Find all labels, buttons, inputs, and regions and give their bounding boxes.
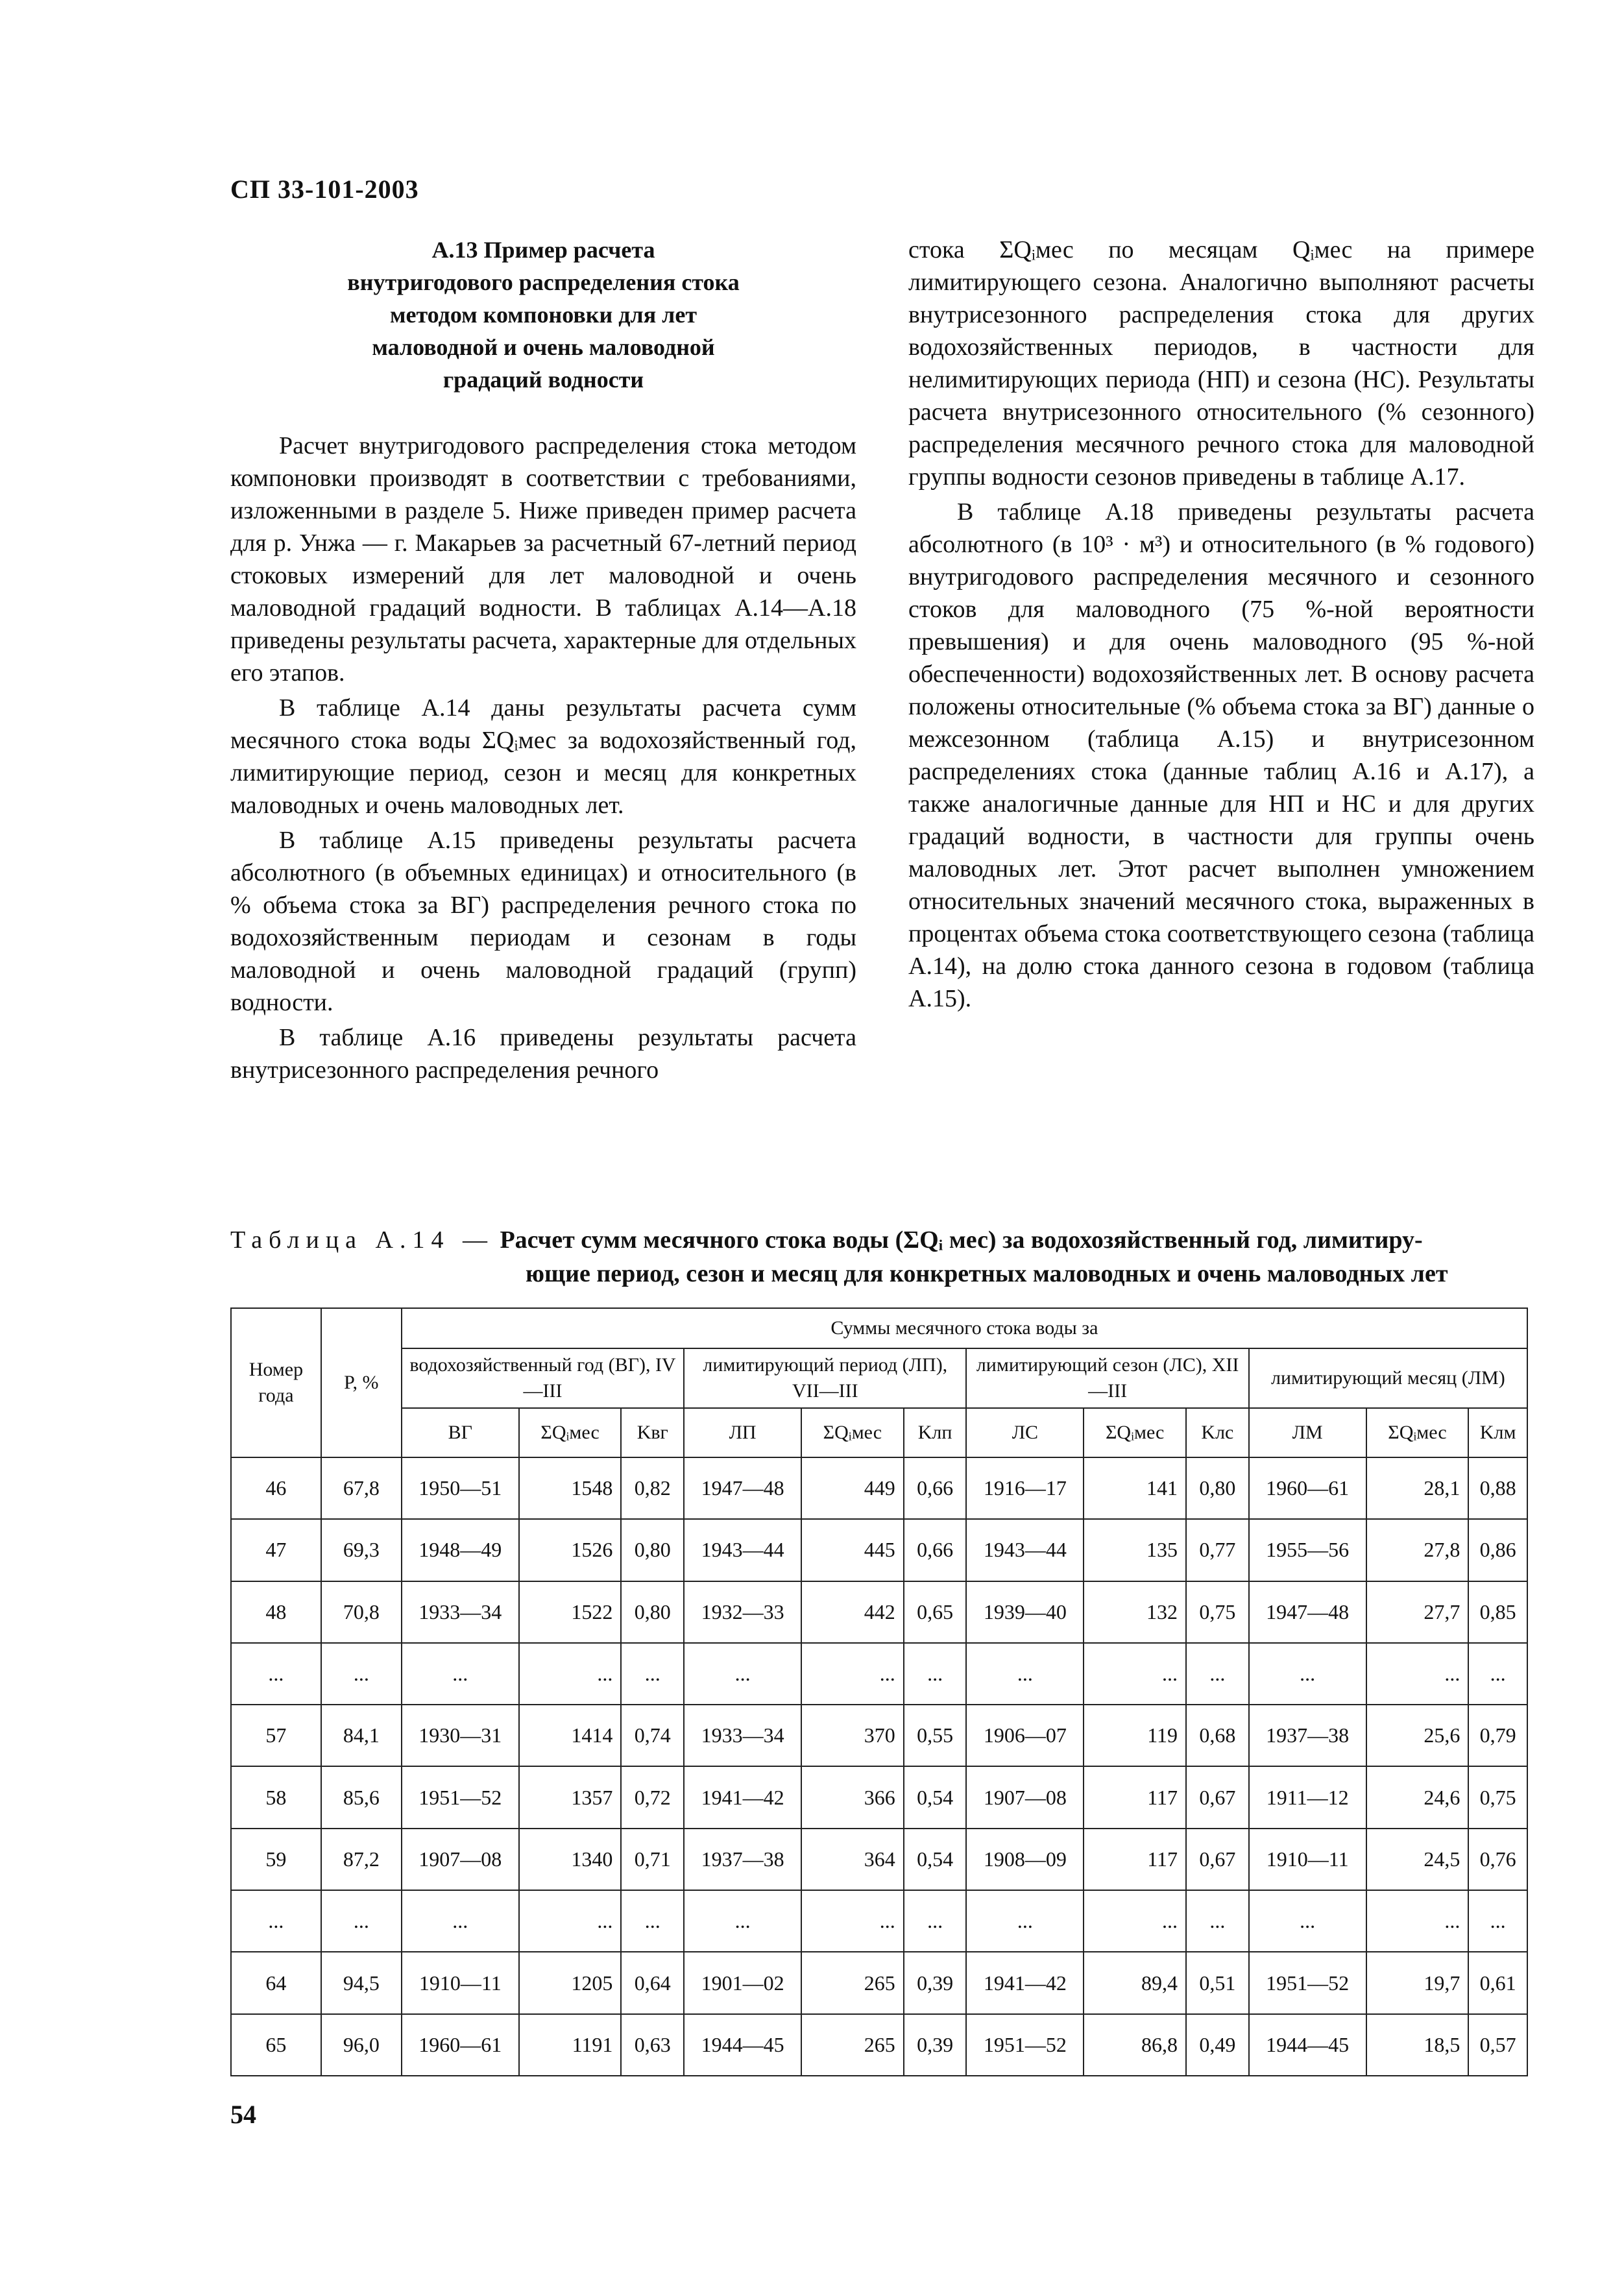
- table-cell: ...: [801, 1890, 904, 1952]
- table-cell: 265: [801, 1952, 904, 2013]
- table-cell: 1960—61: [402, 2014, 519, 2076]
- table-caption-line1: Расчет сумм месячного стока воды (ΣQᵢ мес) за водохозяйственный год, лимитиру-: [500, 1226, 1423, 1254]
- table-cell: 1933—34: [684, 1705, 801, 1766]
- table-cell: ...: [1366, 1890, 1469, 1952]
- table-cell: 1941—42: [966, 1952, 1084, 2013]
- table-cell: 0,65: [904, 1581, 967, 1643]
- header-lp-group: лимитирующий период (ЛП), VII—III: [684, 1348, 966, 1408]
- table-cell: 0,61: [1468, 1952, 1527, 2013]
- table-cell: 0,80: [621, 1519, 684, 1581]
- table-cell: 445: [801, 1519, 904, 1581]
- table-cell: 0,51: [1186, 1952, 1249, 2013]
- table-cell: 69,3: [321, 1519, 402, 1581]
- table-cell: 0,71: [621, 1829, 684, 1890]
- table-cell: 0,80: [621, 1581, 684, 1643]
- section-title-line: градаций водности: [442, 367, 644, 393]
- table-cell: ...: [402, 1890, 519, 1952]
- table-cell: 1944—45: [1249, 2014, 1366, 2076]
- table-cell: ...: [402, 1643, 519, 1705]
- table-cell: 1937—38: [1249, 1705, 1366, 1766]
- table-cell: 1907—08: [966, 1766, 1084, 1828]
- section-title-line: методом компоновки для лет: [389, 302, 697, 328]
- table-cell: 24,6: [1366, 1766, 1469, 1828]
- table-cell: 0,85: [1468, 1581, 1527, 1643]
- header-vg: ВГ: [402, 1408, 519, 1457]
- table-cell: 0,55: [904, 1705, 967, 1766]
- table-row: [231, 1643, 1527, 1705]
- table-cell: 0,49: [1186, 2014, 1249, 2076]
- table-cell: ...: [801, 1643, 904, 1705]
- table-cell: 65: [231, 2014, 321, 2076]
- header-sumq: ΣQᵢмес: [1366, 1408, 1469, 1457]
- table-cell: 1939—40: [966, 1581, 1084, 1643]
- table-cell: ...: [231, 1890, 321, 1952]
- table-cell: 1937—38: [684, 1829, 801, 1890]
- table-cell: 70,8: [321, 1581, 402, 1643]
- table-cell: 57: [231, 1705, 321, 1766]
- table-cell: 1548: [519, 1457, 622, 1519]
- table-cell: 1947—48: [684, 1457, 801, 1519]
- table-cell: 25,6: [1366, 1705, 1469, 1766]
- page-number: 54: [230, 2100, 256, 2129]
- table-cell: 19,7: [1366, 1952, 1469, 2013]
- table-cell: 1943—44: [684, 1519, 801, 1581]
- header-sumq: ΣQᵢмес: [801, 1408, 904, 1457]
- table-cell: 1960—61: [1249, 1457, 1366, 1519]
- table-cell: ...: [321, 1890, 402, 1952]
- table-cell: 141: [1084, 1457, 1186, 1519]
- table-row: [231, 1890, 1527, 1952]
- header-lm-group: лимитирующий месяц (ЛМ): [1249, 1348, 1527, 1408]
- table-cell: ...: [1084, 1643, 1186, 1705]
- table-cell: 1911—12: [1249, 1766, 1366, 1828]
- table-cell: 364: [801, 1829, 904, 1890]
- table-cell: 0,76: [1468, 1829, 1527, 1890]
- table-cell: ...: [621, 1890, 684, 1952]
- table-cell: 0,66: [904, 1457, 967, 1519]
- table-cell: ...: [966, 1643, 1084, 1705]
- runoff-table: [230, 1307, 1528, 2076]
- table-cell: 0,79: [1468, 1705, 1527, 1766]
- table-cell: 0,64: [621, 1952, 684, 2013]
- table-cell: ...: [1468, 1643, 1527, 1705]
- table-cell: 64: [231, 1952, 321, 2013]
- document-header: СП 33-101-2003: [230, 175, 419, 204]
- table-row: [231, 1581, 1527, 1643]
- table-cell: ...: [1366, 1643, 1469, 1705]
- table-cell: 0,68: [1186, 1705, 1249, 1766]
- table-cell: 1951—52: [402, 1766, 519, 1828]
- table-cell: 370: [801, 1705, 904, 1766]
- table-cell: 0,39: [904, 1952, 967, 2013]
- table-cell: 135: [1084, 1519, 1186, 1581]
- table-row: [231, 1519, 1527, 1581]
- table-cell: 1948—49: [402, 1519, 519, 1581]
- paragraph: В таблице А.15 приведены результаты расчета абсолютного (в объемных единицах) и относительного (в % объема стока за ВГ) распределения речного стока по водохозяйственным периодам и сезонам в годы маловодной и очень маловодной градаций (групп) водности.: [230, 827, 856, 1016]
- table-cell: 1522: [519, 1581, 622, 1643]
- left-column: [230, 234, 856, 1089]
- table-cell: 0,86: [1468, 1519, 1527, 1581]
- table-cell: 265: [801, 2014, 904, 2076]
- table-cell: ...: [684, 1643, 801, 1705]
- table-cell: 0,75: [1468, 1766, 1527, 1828]
- table-cell: 1916—17: [966, 1457, 1084, 1519]
- header-lp: ЛП: [684, 1408, 801, 1457]
- paragraph: стока ΣQᵢмес по месяцам Qᵢмес на примере лимитирующего сезона. Аналогично выполняют расчеты внутрисезонного распределения стока для других водохозяйственных периодов, в частности для нелимитирующих периода (НП) и сезона (НС). Результаты расчета внутрисезонного относительного (% сезонного) распределения месячного речного стока для маловодной группы водности сезонов приведены в таблице А.17.: [908, 236, 1534, 491]
- table-cell: 1950—51: [402, 1457, 519, 1519]
- table-cell: 46: [231, 1457, 321, 1519]
- table-cell: 442: [801, 1581, 904, 1643]
- table-cell: 0,88: [1468, 1457, 1527, 1519]
- table-cell: 1932—33: [684, 1581, 801, 1643]
- table-cell: 1908—09: [966, 1829, 1084, 1890]
- table-cell: 0,66: [904, 1519, 967, 1581]
- header-ls: ЛС: [966, 1408, 1084, 1457]
- table-cell: ...: [1186, 1890, 1249, 1952]
- table-cell: 0,67: [1186, 1829, 1249, 1890]
- table-cell: ...: [1249, 1643, 1366, 1705]
- header-year-no: Номер года: [231, 1308, 321, 1457]
- table-cell: ...: [321, 1643, 402, 1705]
- paragraph: В таблице А.18 приведены результаты расчета абсолютного (в 10³ · м³) и относительного (в % годового) внутригодового распределения месячного и сезонного стоков для маловодного (75 %-ной вероятности превышения) и для очень маловодного (95 %-ной обеспеченности) водохозяйственных лет. В основу расчета положены относительные (% объема стока за ВГ) данные о межсезонном (таблица А.15) и внутрисезонном распределениях стока (данные таблиц А.16 и А.17), а также аналогичные данные для НП и НС и для других градаций водности, в частности для группы очень маловодных лет. Этот расчет выполнен умножением относительных значений месячного стока, выраженных в процентах объема стока соответствующего сезона (таблица А.14), на долю стока данного сезона в годовом (таблица А.15).: [908, 498, 1534, 1012]
- table-cell: 1205: [519, 1952, 622, 2013]
- table-cell: 1944—45: [684, 2014, 801, 2076]
- table-cell: 1910—11: [1249, 1829, 1366, 1890]
- table-cell: 24,5: [1366, 1829, 1469, 1890]
- table-cell: 132: [1084, 1581, 1186, 1643]
- table-cell: 117: [1084, 1829, 1186, 1890]
- section-title: [230, 234, 856, 396]
- table-cell: 27,7: [1366, 1581, 1469, 1643]
- table-cell: 47: [231, 1519, 321, 1581]
- table-cell: 449: [801, 1457, 904, 1519]
- table-cell: 1414: [519, 1705, 622, 1766]
- table-cell: 1933—34: [402, 1581, 519, 1643]
- table-caption-line2: ющие период, сезон и месяц для конкретных маловодных и очень маловодных лет: [526, 1260, 1448, 1287]
- table-cell: ...: [519, 1890, 622, 1952]
- table-cell: 0,82: [621, 1457, 684, 1519]
- table-cell: 0,80: [1186, 1457, 1249, 1519]
- header-k-lp: Kлп: [904, 1408, 967, 1457]
- header-sumq: ΣQᵢмес: [1084, 1408, 1186, 1457]
- table-cell: 86,8: [1084, 2014, 1186, 2076]
- table-body: [231, 1457, 1527, 2076]
- table-cell: ...: [966, 1890, 1084, 1952]
- paragraph: В таблице А.14 даны результаты расчета сумм месячного стока воды ΣQᵢмес за водохозяйственный год, лимитирующие период, сезон и месяц для конкретных маловодных и очень маловодных лет.: [230, 694, 856, 819]
- table-cell: 0,63: [621, 2014, 684, 2076]
- header-ls-group: лимитирующий сезон (ЛС), XII—III: [966, 1348, 1248, 1408]
- header-vg-group: водохозяйственный год (ВГ), IV—III: [402, 1348, 684, 1408]
- header-group: Суммы месячного стока воды за: [402, 1308, 1527, 1348]
- header-lm: ЛМ: [1249, 1408, 1366, 1457]
- table-cell: ...: [1249, 1890, 1366, 1952]
- table-row: [231, 2014, 1527, 2076]
- table-cell: 1901—02: [684, 1952, 801, 2013]
- table-row: [231, 1766, 1527, 1828]
- table-cell: 0,54: [904, 1829, 967, 1890]
- table-cell: 0,72: [621, 1766, 684, 1828]
- table-row: [231, 1705, 1527, 1766]
- table-cell: 87,2: [321, 1829, 402, 1890]
- table-row: [231, 1457, 1527, 1519]
- table-cell: 1941—42: [684, 1766, 801, 1828]
- table-cell: 0,74: [621, 1705, 684, 1766]
- table-cell: 85,6: [321, 1766, 402, 1828]
- header-sumq: ΣQᵢмес: [519, 1408, 622, 1457]
- table-cell: 366: [801, 1766, 904, 1828]
- table-cell: ...: [1186, 1643, 1249, 1705]
- table-cell: 119: [1084, 1705, 1186, 1766]
- table-cell: 67,8: [321, 1457, 402, 1519]
- table-cell: 0,57: [1468, 2014, 1527, 2076]
- table-cell: ...: [621, 1643, 684, 1705]
- table-caption: [230, 1223, 1528, 1291]
- table-caption-lead: Таблица А.14 —: [230, 1226, 494, 1254]
- table-cell: ...: [1084, 1890, 1186, 1952]
- table-cell: 1191: [519, 2014, 622, 2076]
- table-cell: 1930—31: [402, 1705, 519, 1766]
- table-cell: 27,8: [1366, 1519, 1469, 1581]
- section-title-line: А.13 Пример расчета: [431, 237, 655, 263]
- table-cell: ...: [519, 1643, 622, 1705]
- table-cell: 0,77: [1186, 1519, 1249, 1581]
- table-cell: ...: [904, 1890, 967, 1952]
- table-cell: 1906—07: [966, 1705, 1084, 1766]
- header-k-ls: Kлс: [1186, 1408, 1249, 1457]
- table-cell: 1910—11: [402, 1952, 519, 2013]
- right-column: [908, 234, 1534, 1017]
- table-cell: ...: [1468, 1890, 1527, 1952]
- table-cell: 1943—44: [966, 1519, 1084, 1581]
- table-row: [231, 1952, 1527, 2013]
- table-cell: 0,75: [1186, 1581, 1249, 1643]
- table-cell: 1907—08: [402, 1829, 519, 1890]
- header-k-lm: Kлм: [1468, 1408, 1527, 1457]
- header-k-vg: Kвг: [621, 1408, 684, 1457]
- table-cell: 1951—52: [966, 2014, 1084, 2076]
- table-cell: ...: [684, 1890, 801, 1952]
- table-cell: 1955—56: [1249, 1519, 1366, 1581]
- table-cell: ...: [231, 1643, 321, 1705]
- table-cell: ...: [904, 1643, 967, 1705]
- table-cell: 96,0: [321, 2014, 402, 2076]
- table-cell: 1357: [519, 1766, 622, 1828]
- section-title-line: внутригодового распределения стока: [347, 269, 740, 295]
- table-cell: 0,39: [904, 2014, 967, 2076]
- table-cell: 59: [231, 1829, 321, 1890]
- table-cell: 1951—52: [1249, 1952, 1366, 2013]
- table-cell: 89,4: [1084, 1952, 1186, 2013]
- table-cell: 58: [231, 1766, 321, 1828]
- table-row: [231, 1829, 1527, 1890]
- table-cell: 1947—48: [1249, 1581, 1366, 1643]
- section-title-line: маловодной и очень маловодной: [372, 334, 715, 360]
- table-cell: 1526: [519, 1519, 622, 1581]
- table-cell: 94,5: [321, 1952, 402, 2013]
- table-cell: 0,67: [1186, 1766, 1249, 1828]
- table-cell: 18,5: [1366, 2014, 1469, 2076]
- header-p: P, %: [321, 1308, 402, 1457]
- table-cell: 28,1: [1366, 1457, 1469, 1519]
- table-cell: 117: [1084, 1766, 1186, 1828]
- table-cell: 0,54: [904, 1766, 967, 1828]
- paragraph: Расчет внутригодового распределения стока методом компоновки производят в соответствии с требованиями, изложенными в разделе 5. Ниже приведен пример расчета для р. Унжа — г. Макарьев за расчетный 67-летний период стоковых измерений для лет маловодной и очень маловодной градаций водности. В таблицах А.14—А.18 приведены результаты расчета, характерные для отдельных его этапов.: [230, 432, 856, 687]
- table-cell: 48: [231, 1581, 321, 1643]
- paragraph: В таблице А.16 приведены результаты расчета внутрисезонного распределения речного: [230, 1024, 856, 1084]
- table-cell: 1340: [519, 1829, 622, 1890]
- table-cell: 84,1: [321, 1705, 402, 1766]
